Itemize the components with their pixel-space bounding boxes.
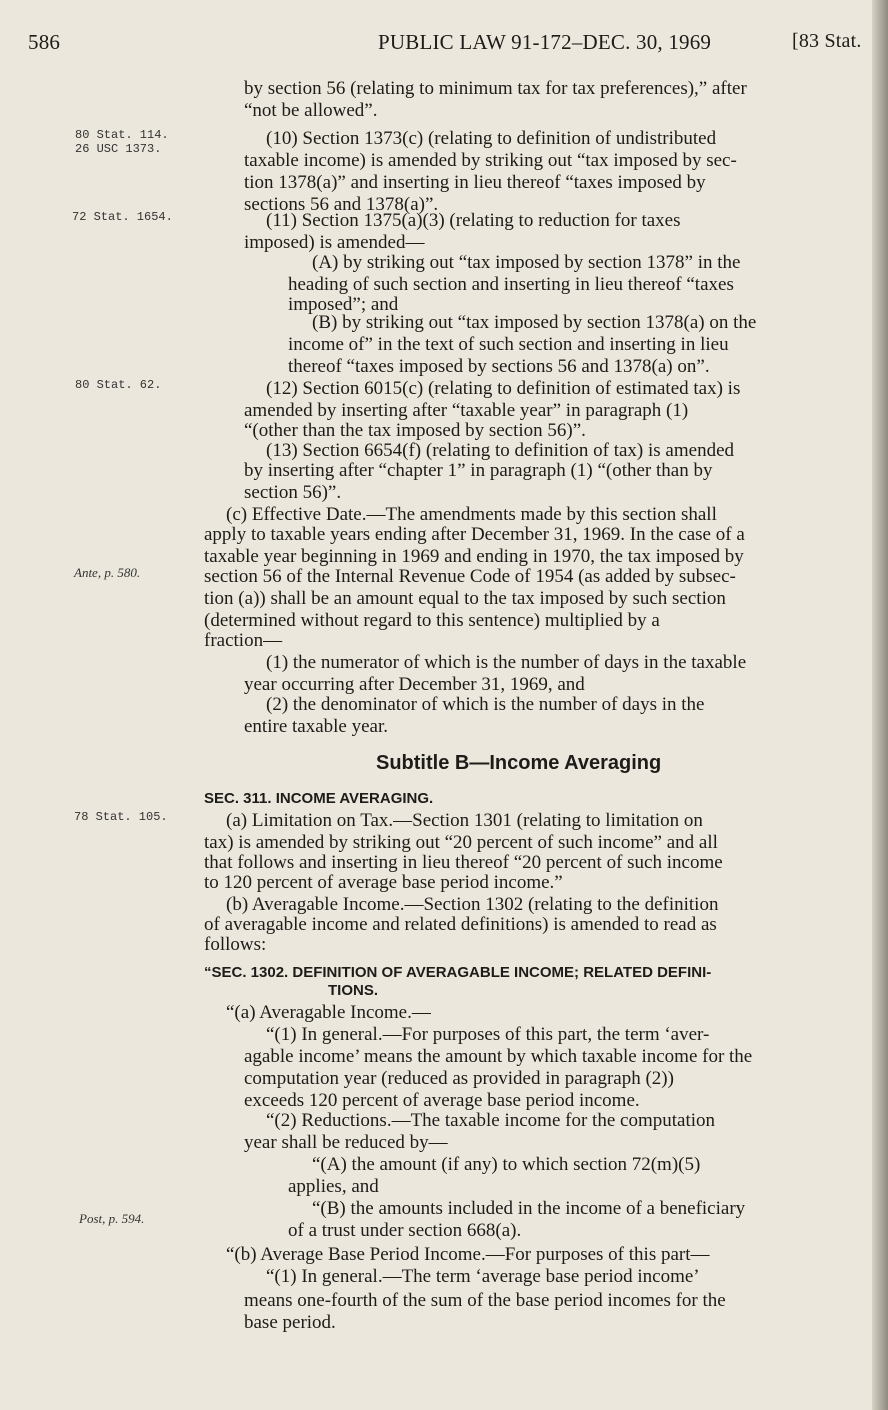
text-line: (2) the denominator of which is the number of days in the — [266, 694, 705, 715]
text-line: (12) Section 6015(c) (relating to definition of estimated tax) is — [266, 378, 741, 399]
text-line: tion 1378(a)” and inserting in lieu thereof “taxes imposed by — [244, 172, 706, 193]
text-line: “(b) Average Base Period Income.—For purposes of this part— — [226, 1244, 710, 1265]
text-line: “(B) the amounts included in the income of a beneficiary — [312, 1198, 746, 1219]
text-line: tax) is amended by striking out “20 percent of such income” and all — [204, 832, 718, 853]
text-line: section 56)”. — [244, 482, 342, 503]
text-line: imposed”; and — [288, 294, 399, 315]
margin-note: 72 Stat. 1654. — [72, 210, 173, 224]
text-line: (c) Effective Date.—The amendments made by this section shall — [226, 504, 717, 525]
text-line: base period. — [244, 1312, 336, 1333]
text-line: “(2) Reductions.—The taxable income for the computation — [266, 1110, 715, 1131]
text-line: imposed) is amended— — [244, 232, 425, 253]
text-line: means one-fourth of the sum of the base period incomes for the — [244, 1290, 726, 1311]
margin-note: Ante, p. 580. — [74, 565, 141, 580]
text-line: “(other than the tax imposed by section 56)”. — [244, 420, 586, 441]
text-line: of averagable income and related definitions) is amended to read as — [204, 914, 717, 935]
text-line: to 120 percent of average base period income.” — [204, 872, 563, 893]
text-line: year occurring after December 31, 1969, and — [244, 674, 585, 695]
section-heading: SEC. 311. INCOME AVERAGING. — [204, 790, 434, 807]
margin-note: 78 Stat. 105. — [74, 810, 168, 824]
text-line: by inserting after “chapter 1” in paragraph (1) “(other than by — [244, 460, 713, 481]
text-line: (10) Section 1373(c) (relating to definition of undistributed — [266, 128, 717, 149]
subtitle-heading: Subtitle B—Income Averaging — [376, 752, 662, 774]
text-line: section 56 of the Internal Revenue Code of 1954 (as added by subsec- — [204, 566, 736, 587]
page-number: 586 — [28, 30, 61, 54]
text-line: applies, and — [288, 1176, 379, 1197]
text-line: “(a) Averagable Income.— — [226, 1002, 431, 1023]
text-line: entire taxable year. — [244, 716, 389, 737]
text-line: “(A) the amount (if any) to which section 72(m)(5) — [312, 1154, 701, 1175]
text-line: (B) by striking out “tax imposed by section 1378(a) on the — [312, 312, 757, 333]
page-edge-shadow — [872, 0, 888, 1410]
text-line: agable income’ means the amount by which taxable income for the — [244, 1046, 753, 1067]
text-line: “(1) In general.—The term ‘average base period income’ — [266, 1266, 700, 1287]
text-line: apply to taxable years ending after December 31, 1969. In the case of a — [204, 524, 745, 545]
text-line: heading of such section and inserting in lieu thereof “taxes — [288, 274, 734, 295]
text-line: of a trust under section 668(a). — [288, 1220, 522, 1241]
text-line: “not be allowed”. — [244, 100, 378, 121]
text-line: follows: — [204, 934, 267, 955]
text-line: that follows and inserting in lieu thereof “20 percent of such income — [204, 852, 723, 873]
page-header — [28, 30, 872, 60]
text-line: (13) Section 6654(f) (relating to definition of tax) is amended — [266, 440, 735, 461]
running-title: PUBLIC LAW 91-172–DEC. 30, 1969 — [378, 30, 712, 54]
margin-note: Post, p. 594. — [79, 1211, 145, 1226]
text-line: fraction— — [204, 630, 283, 651]
text-line: year shall be reduced by— — [244, 1132, 448, 1153]
text-line: thereof “taxes imposed by sections 56 and 1378(a) on”. — [288, 356, 710, 377]
text-line: “(1) In general.—For purposes of this part, the term ‘aver- — [266, 1024, 710, 1045]
section-heading: TIONS. — [328, 982, 379, 999]
text-line: computation year (reduced as provided in paragraph (2)) — [244, 1068, 674, 1089]
text-line: income of” in the text of such section and inserting in lieu — [288, 334, 729, 355]
margin-note: 26 USC 1373. — [75, 142, 162, 156]
text-line: by section 56 (relating to minimum tax for tax preferences),” after — [244, 78, 747, 99]
text-line: exceeds 120 percent of average base period income. — [244, 1090, 640, 1111]
text-line: (1) the numerator of which is the number of days in the taxable — [266, 652, 747, 673]
text-line: (A) by striking out “tax imposed by section 1378” in the — [312, 252, 741, 273]
text-line: (determined without regard to this sentence) multiplied by a — [204, 610, 660, 631]
text-line: (11) Section 1375(a)(3) (relating to reduction for taxes — [266, 210, 681, 231]
text-line: sections 56 and 1378(a)”. — [244, 194, 439, 215]
text-line: (b) Averagable Income.—Section 1302 (relating to the definition — [226, 894, 719, 915]
margin-note: 80 Stat. 114. — [75, 128, 169, 142]
section-heading: “SEC. 1302. DEFINITION OF AVERAGABLE INCOME; RELATED DEFINI- — [204, 964, 712, 981]
margin-note: 80 Stat. 62. — [75, 378, 162, 392]
stat-reference: [83 Stat. — [792, 30, 862, 52]
text-line: tion (a)) shall be an amount equal to the tax imposed by such section — [204, 588, 726, 609]
text-line: taxable year beginning in 1969 and ending in 1970, the tax imposed by — [204, 546, 744, 567]
text-line: amended by inserting after “taxable year” in paragraph (1) — [244, 400, 689, 421]
text-line: taxable income) is amended by striking out “tax imposed by sec- — [244, 150, 737, 171]
text-line: (a) Limitation on Tax.—Section 1301 (relating to limitation on — [226, 810, 703, 831]
